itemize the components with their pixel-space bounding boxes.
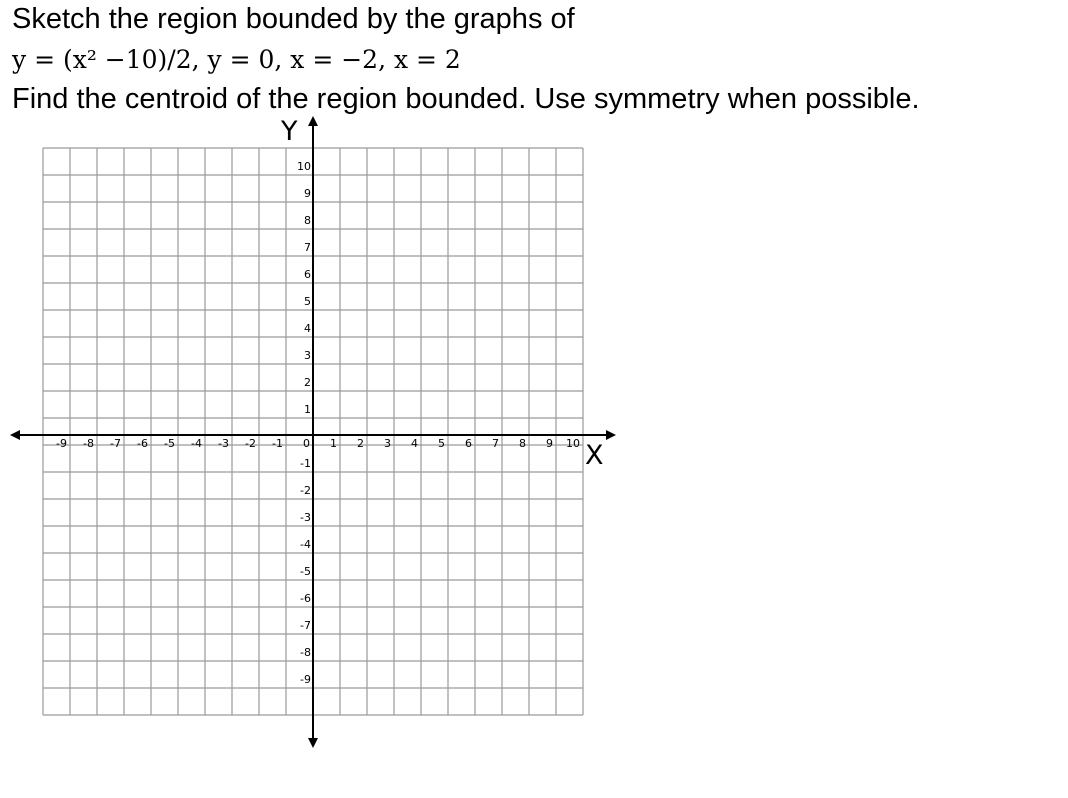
y-tick-label: -8 [300,646,311,659]
y-axis-label: Y [281,116,298,147]
x-tick-label: -5 [164,437,175,450]
x-tick-label: 6 [465,437,472,450]
y-tick-label: 6 [304,268,311,281]
y-tick-label: 5 [304,295,311,308]
x-tick-label: -6 [137,437,148,450]
x-tick-label: 8 [519,437,526,450]
y-tick-label: -6 [300,592,311,605]
y-tick-label: 8 [304,214,311,227]
y-tick-label: -3 [300,511,311,524]
problem-instruction: Find the centroid of the region bounded. Use symmetry when possible. [12,83,920,115]
y-tick-label: 4 [304,322,311,335]
x-tick-label: 7 [492,437,499,450]
x-tick-label: -7 [110,437,121,450]
problem-prompt-line: Sketch the region bounded by the graphs of [12,3,575,35]
y-axis-bottom-arrow [308,738,318,748]
x-tick-label: 2 [357,437,364,450]
x-tick-label: 0 [303,437,310,450]
x-tick-label: -2 [245,437,256,450]
x-tick-label: 4 [411,437,418,450]
x-tick-label: -4 [191,437,202,450]
x-tick-label: 9 [546,437,553,450]
y-tick-label: -9 [300,673,311,686]
x-tick-label: 10 [566,437,580,450]
x-tick-label: -8 [83,437,94,450]
x-tick-label: -3 [218,437,229,450]
y-axis-top-arrow [308,116,318,126]
x-tick-label: -9 [56,437,67,450]
x-axis-right-arrow [606,430,616,440]
x-tick-label: 1 [330,437,337,450]
y-tick-label: -4 [300,538,311,551]
x-tick-label: 5 [438,437,445,450]
x-axis-left-arrow [10,430,20,440]
y-tick-label: 9 [304,187,311,200]
y-tick-label: 10 [297,160,311,173]
y-tick-label: -2 [300,484,311,497]
y-tick-label: -7 [300,619,311,632]
problem-equation: y = (x² −10)/2, y = 0, x = −2, x = 2 [12,45,461,74]
x-tick-label: 3 [384,437,391,450]
y-tick-label: -1 [300,457,311,470]
x-tick-label: -1 [272,437,283,450]
y-tick-label: 2 [304,376,311,389]
y-tick-label: -5 [300,565,311,578]
y-tick-label: 7 [304,241,311,254]
y-tick-label: 1 [304,403,311,416]
axes [10,116,616,748]
y-tick-label: 3 [304,349,311,362]
x-axis-label: X [585,440,604,471]
